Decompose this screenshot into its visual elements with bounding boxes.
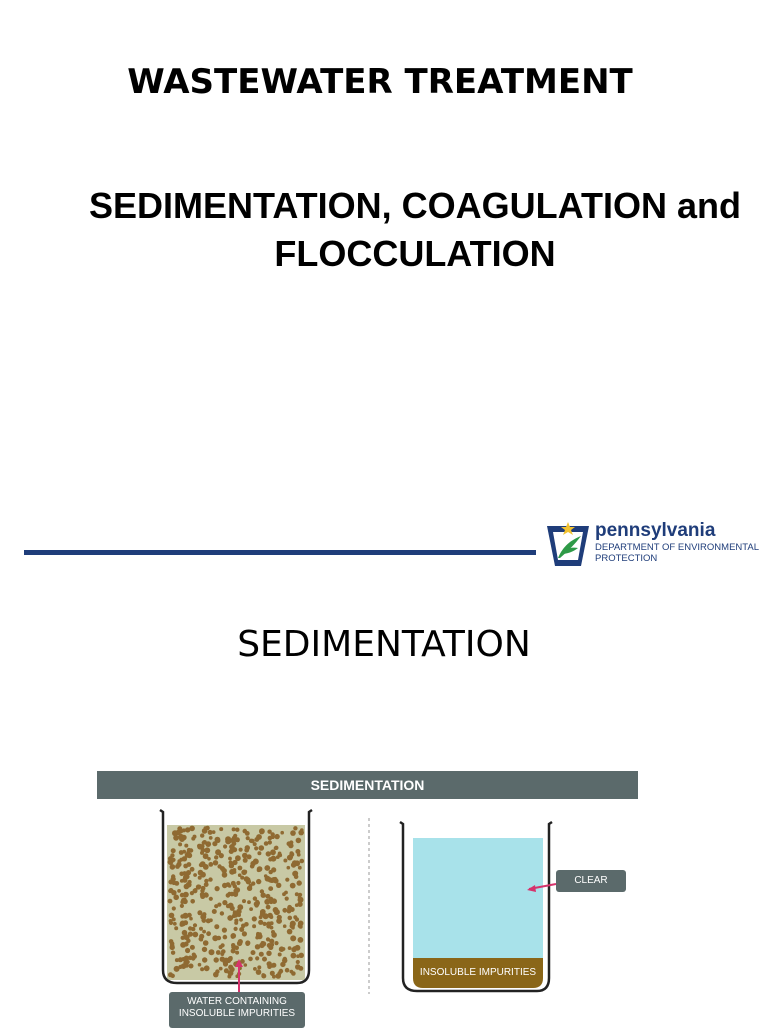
particle (204, 826, 208, 830)
slide-subtitle (70, 182, 760, 278)
particle (273, 907, 279, 913)
particle (204, 847, 210, 853)
particle (270, 972, 274, 976)
particle (173, 922, 177, 926)
particle (226, 893, 231, 898)
particle (230, 838, 236, 844)
particle (283, 859, 287, 863)
particle (274, 846, 278, 850)
right-bottom-label: INSOLUBLE IMPURITIES (419, 967, 537, 978)
particle (170, 945, 175, 950)
particle (290, 830, 296, 836)
particle (235, 828, 239, 832)
particle (233, 870, 237, 874)
particle (271, 832, 275, 836)
particle (271, 898, 277, 904)
particle (202, 930, 206, 934)
particle (206, 918, 211, 923)
particle (254, 846, 258, 850)
particle (194, 888, 198, 892)
particle (173, 895, 179, 901)
keystone-icon (545, 520, 591, 568)
particle (239, 918, 243, 922)
particle (268, 886, 273, 891)
particle (256, 879, 261, 884)
slide-2-title: SEDIMENTATION (237, 624, 531, 665)
particle (203, 864, 209, 870)
particle (269, 870, 273, 874)
particle (249, 839, 253, 843)
particle (270, 856, 276, 862)
particle (235, 951, 239, 955)
particle (288, 916, 293, 921)
particle (260, 912, 265, 917)
particle (266, 937, 270, 941)
particle (202, 840, 207, 845)
particle (214, 924, 219, 929)
particle (237, 941, 242, 946)
particle (269, 915, 273, 919)
particle (238, 866, 243, 871)
particle (169, 913, 175, 919)
particle (298, 937, 304, 943)
particle (202, 947, 207, 952)
particle (251, 950, 256, 955)
particle (278, 953, 282, 957)
particle (264, 865, 270, 871)
particle (257, 851, 261, 855)
particle (217, 864, 221, 868)
particle (185, 948, 190, 953)
particle (253, 842, 257, 846)
particle (184, 963, 189, 968)
particle (190, 899, 195, 904)
particle (230, 906, 235, 911)
particle (256, 933, 261, 938)
particle (231, 933, 237, 939)
particle (173, 835, 179, 841)
particle (239, 927, 244, 932)
particle (234, 927, 238, 931)
particle (176, 862, 181, 867)
particle (168, 889, 172, 893)
left-label-line-1: WATER CONTAINING (187, 996, 287, 1007)
particle (233, 884, 237, 888)
particle (258, 920, 263, 925)
clear-water (413, 838, 543, 958)
particle (239, 848, 243, 852)
particle (291, 953, 297, 959)
particle (188, 880, 192, 884)
particle (244, 922, 249, 927)
particle (182, 850, 186, 854)
particle (257, 965, 261, 969)
particle (209, 897, 213, 901)
particle (297, 902, 302, 907)
particle (192, 932, 198, 938)
particle (253, 967, 257, 971)
particle (296, 960, 300, 964)
particle (168, 899, 173, 904)
particle (227, 975, 231, 979)
particle (175, 958, 179, 962)
particle (278, 853, 282, 857)
particle (290, 907, 295, 912)
diagram-illustration (97, 800, 638, 1024)
particle (232, 827, 236, 831)
particle (228, 857, 232, 861)
particle (204, 965, 210, 971)
particle (232, 847, 237, 852)
particle (223, 935, 228, 940)
particle (172, 880, 177, 885)
particle (288, 946, 292, 950)
particle (270, 943, 274, 947)
particle (300, 859, 305, 864)
particle (280, 831, 284, 835)
particle (262, 957, 267, 962)
particle (209, 836, 213, 840)
particle (171, 858, 175, 862)
particle (282, 908, 287, 913)
particle (171, 848, 176, 853)
particle (203, 853, 209, 859)
particle (259, 845, 265, 851)
particle (170, 864, 176, 870)
particle (184, 956, 190, 962)
particle (214, 855, 218, 859)
particle (180, 904, 184, 908)
particle (183, 899, 188, 904)
particle (186, 870, 191, 875)
particle (215, 886, 220, 891)
particle (259, 830, 264, 835)
particle (227, 915, 233, 921)
particle (198, 963, 202, 967)
particle (193, 873, 197, 877)
particle (208, 862, 213, 867)
particle (174, 926, 178, 930)
particle (206, 931, 211, 936)
particle (243, 858, 248, 863)
particle (256, 969, 262, 975)
particle (275, 973, 281, 979)
particle (290, 935, 296, 941)
logo-department-line-2: PROTECTION (595, 553, 658, 564)
particle (200, 833, 204, 837)
particle (247, 854, 252, 859)
particle (255, 944, 260, 949)
particle (183, 871, 187, 875)
particle (226, 904, 230, 908)
particle (242, 931, 247, 936)
particle (291, 971, 296, 976)
particle (252, 916, 257, 921)
particle (216, 838, 221, 843)
particle (270, 926, 274, 930)
particle (245, 942, 249, 946)
particle (171, 974, 175, 978)
particle (219, 967, 223, 971)
particle (255, 956, 259, 960)
particle (291, 947, 296, 952)
particle (169, 921, 173, 925)
particle (267, 877, 272, 882)
particle (221, 943, 225, 947)
particle (193, 835, 197, 839)
subtitle-line-1: SEDIMENTATION, COAGULATION and (89, 185, 741, 226)
particle (219, 827, 223, 831)
particle (184, 844, 188, 848)
particle (222, 872, 228, 878)
diagram-header: SEDIMENTATION (97, 771, 638, 799)
particle (264, 874, 268, 878)
particle (257, 866, 263, 872)
particle (177, 889, 181, 893)
particle (220, 911, 224, 915)
particle (246, 836, 250, 840)
particle (242, 899, 246, 903)
particle (183, 920, 188, 925)
particle (185, 827, 190, 832)
particle (222, 928, 227, 933)
particle (276, 883, 281, 888)
particle (298, 896, 302, 900)
particle (217, 903, 221, 907)
particle (214, 957, 219, 962)
particle (178, 842, 182, 846)
particle (283, 924, 287, 928)
logo-text (595, 520, 765, 564)
particle (204, 882, 209, 887)
particle (188, 926, 192, 930)
particle (179, 836, 185, 842)
particle (274, 834, 279, 839)
particle (215, 969, 219, 973)
clear-water-label: CLEAR WATER (556, 870, 626, 892)
particle (244, 963, 248, 967)
particle (184, 942, 189, 947)
particle (191, 956, 195, 960)
particle (199, 863, 203, 867)
left-label (169, 992, 305, 1028)
particle (292, 860, 298, 866)
sedimentation-diagram (97, 800, 638, 1024)
particle (271, 932, 277, 938)
particle (182, 828, 186, 832)
particle (225, 836, 231, 842)
logo-name: pennsylvania (595, 520, 716, 541)
particle (282, 947, 286, 951)
particle (251, 881, 255, 885)
particle (270, 849, 276, 855)
particle (282, 958, 287, 963)
particle (229, 860, 233, 864)
particle (284, 891, 288, 895)
particle (253, 896, 257, 900)
particle (287, 929, 293, 935)
particle (234, 919, 238, 923)
particle (200, 967, 204, 971)
particle (187, 862, 192, 867)
particle (298, 866, 302, 870)
particle (296, 954, 300, 958)
particle (247, 900, 251, 904)
particle (200, 889, 204, 893)
particle (295, 892, 299, 896)
particle (189, 964, 194, 969)
particle (216, 950, 221, 955)
particle (222, 883, 227, 888)
particle (299, 966, 304, 971)
pa-dep-logo (545, 520, 760, 570)
particle (225, 960, 229, 964)
particle (259, 952, 264, 957)
left-label-line-2: INSOLUBLE IMPURITIES (178, 1008, 296, 1019)
particle (298, 923, 303, 928)
particle (190, 945, 195, 950)
particle (248, 957, 253, 962)
particle (209, 949, 215, 955)
particle (249, 907, 253, 911)
particle (212, 909, 217, 914)
particle (260, 889, 264, 893)
particle (190, 891, 194, 895)
particle (176, 830, 181, 835)
particle (224, 968, 229, 973)
particle (203, 892, 208, 897)
particle (293, 915, 297, 919)
particle (287, 866, 291, 870)
particle (183, 934, 189, 940)
particle (290, 923, 295, 928)
particle (238, 873, 242, 877)
particle (197, 844, 203, 850)
particle (276, 918, 282, 924)
particle (256, 834, 262, 840)
particle (202, 912, 206, 916)
particle (189, 917, 193, 921)
particle (223, 844, 227, 848)
particle (285, 897, 289, 901)
particle (297, 880, 302, 885)
particle (229, 956, 233, 960)
particle (213, 860, 218, 865)
particle (198, 876, 202, 880)
particle (202, 957, 207, 962)
particle (231, 943, 235, 947)
particle (289, 852, 294, 857)
particle (199, 927, 203, 931)
particle (274, 941, 278, 945)
particle (182, 877, 187, 882)
particle (298, 830, 304, 836)
particle (230, 892, 235, 897)
particle (230, 968, 234, 972)
particle (295, 849, 300, 854)
particle (171, 951, 175, 955)
particle (236, 881, 240, 885)
slide-divider (24, 550, 536, 555)
particle (187, 853, 192, 858)
particle (193, 923, 197, 927)
particle (293, 826, 297, 830)
particle (203, 940, 209, 946)
slide-title: WASTEWATER TREATMENT (127, 62, 633, 102)
particle (268, 840, 272, 844)
particle (212, 830, 216, 834)
particle (252, 924, 256, 928)
particle (172, 906, 176, 910)
particle (235, 855, 241, 861)
particle (266, 951, 271, 956)
particle (246, 879, 251, 884)
particle (208, 877, 212, 881)
particle (290, 883, 296, 889)
subtitle-line-2: FLOCCULATION (274, 233, 556, 274)
particle (221, 949, 226, 954)
particle (271, 964, 275, 968)
particle (285, 968, 290, 973)
particle (285, 878, 289, 882)
particle (296, 838, 302, 844)
particle (217, 936, 222, 941)
particle (228, 884, 232, 888)
particle (198, 885, 202, 889)
particle (253, 859, 259, 865)
logo-department-line-1: DEPARTMENT OF ENVIRONMENTAL (595, 542, 759, 553)
particle (243, 870, 247, 874)
particle (288, 843, 293, 848)
particle (292, 871, 297, 876)
particle (215, 849, 221, 855)
particle (254, 901, 260, 907)
particle (244, 848, 249, 853)
particle (183, 913, 189, 919)
particle (266, 905, 271, 910)
particle (183, 893, 187, 897)
particle (189, 848, 193, 852)
particle (243, 829, 248, 834)
particle (261, 974, 266, 979)
particle (199, 934, 204, 939)
